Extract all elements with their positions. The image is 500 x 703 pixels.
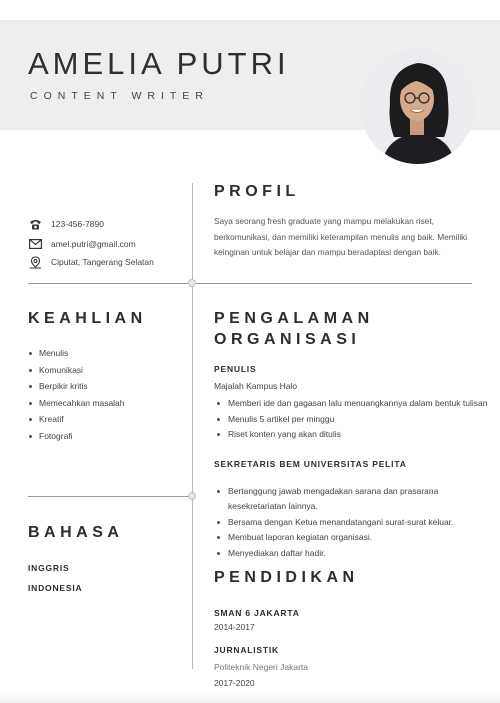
contact-email — [28, 238, 136, 250]
email-text: amel.putri@gmail.com — [51, 239, 136, 249]
resume-role: CONTENT WRITER — [30, 90, 209, 102]
section-title-pengalaman: PENGALAMAN — [214, 310, 374, 327]
section-title-bahasa: BAHASA — [28, 524, 124, 541]
org-role-2: SEKRETARIS BEM UNIVERSITAS PELITA — [214, 459, 407, 469]
list-item: Menulis 5 artikel per minggu — [214, 412, 476, 427]
section-title-keahlian: KEAHLIAN — [28, 310, 147, 327]
envelope-icon — [28, 238, 42, 250]
contact-address — [28, 256, 154, 268]
skills-list — [28, 345, 125, 444]
list-item: Komunikasi — [28, 362, 125, 379]
list-item: Riset konten yang akan ditulis — [214, 427, 476, 442]
list-item: Berpikir kritis — [28, 378, 125, 395]
address-text: Ciputat, Tangerang Selatan — [51, 257, 154, 267]
list-item: Bertanggung jawab mengadakan sarana dan prasarana kesekretariatan lainnya. — [214, 484, 464, 514]
list-item: Membuat laporan kegiatan organisasi. — [214, 530, 464, 545]
divider-node — [188, 279, 196, 287]
divider-node — [188, 492, 196, 500]
org-list-2 — [214, 484, 464, 561]
school-2: Politeknik Negeri Jakarta — [214, 662, 309, 672]
resume-name: AMELIA PUTRI — [28, 46, 290, 81]
org-list-1 — [214, 396, 488, 443]
years-2: 2017-2020 — [214, 678, 255, 688]
list-item: Kreatif — [28, 411, 125, 428]
list-item: Memecahkan masalah — [28, 395, 125, 412]
major-2: JURNALISTIK — [214, 645, 279, 655]
divider-left-bottom — [28, 496, 190, 497]
language-item: INGGRIS — [28, 563, 70, 573]
section-title-pendidikan: PENDIDIKAN — [214, 569, 359, 586]
list-item: Fotografi — [28, 428, 125, 445]
contact-phone — [28, 218, 104, 230]
phone-text: 123-456-7890 — [51, 219, 104, 229]
org-name-1: Majalah Kampus Halo — [214, 381, 298, 391]
language-item: INDONESIA — [28, 583, 83, 593]
profil-text: Saya seorang fresh graduate yang mampu melakukan riset, berkomunikasi, dan memiliki keterampilan menulis ang baik. Memiliki keinginan untuk belajar dan mampu beradaptasi dengan baik. — [214, 216, 468, 257]
list-item: Menulis — [28, 345, 125, 362]
list-item: Memberi ide dan gagasan lalu menuangkannya dalam bentuk tulisan — [214, 396, 476, 411]
years-1: 2014-2017 — [214, 622, 255, 632]
location-pin-icon — [28, 256, 42, 268]
page-bottom-shade — [0, 692, 500, 703]
school-1: SMAN 6 JAKARTA — [214, 608, 300, 618]
section-title-profil: PROFIL — [214, 183, 300, 200]
divider-top — [28, 283, 472, 284]
section-title-organisasi: ORGANISASI — [214, 331, 361, 348]
list-item: Bersama dengan Ketua menandatangani surat-surat keluar. — [214, 515, 464, 530]
list-item: Menyediakan daftar hadir. — [214, 546, 464, 561]
profile-photo — [360, 49, 475, 164]
vertical-divider — [192, 183, 193, 669]
phone-icon — [28, 218, 42, 230]
org-role-1: PENULIS — [214, 364, 257, 374]
